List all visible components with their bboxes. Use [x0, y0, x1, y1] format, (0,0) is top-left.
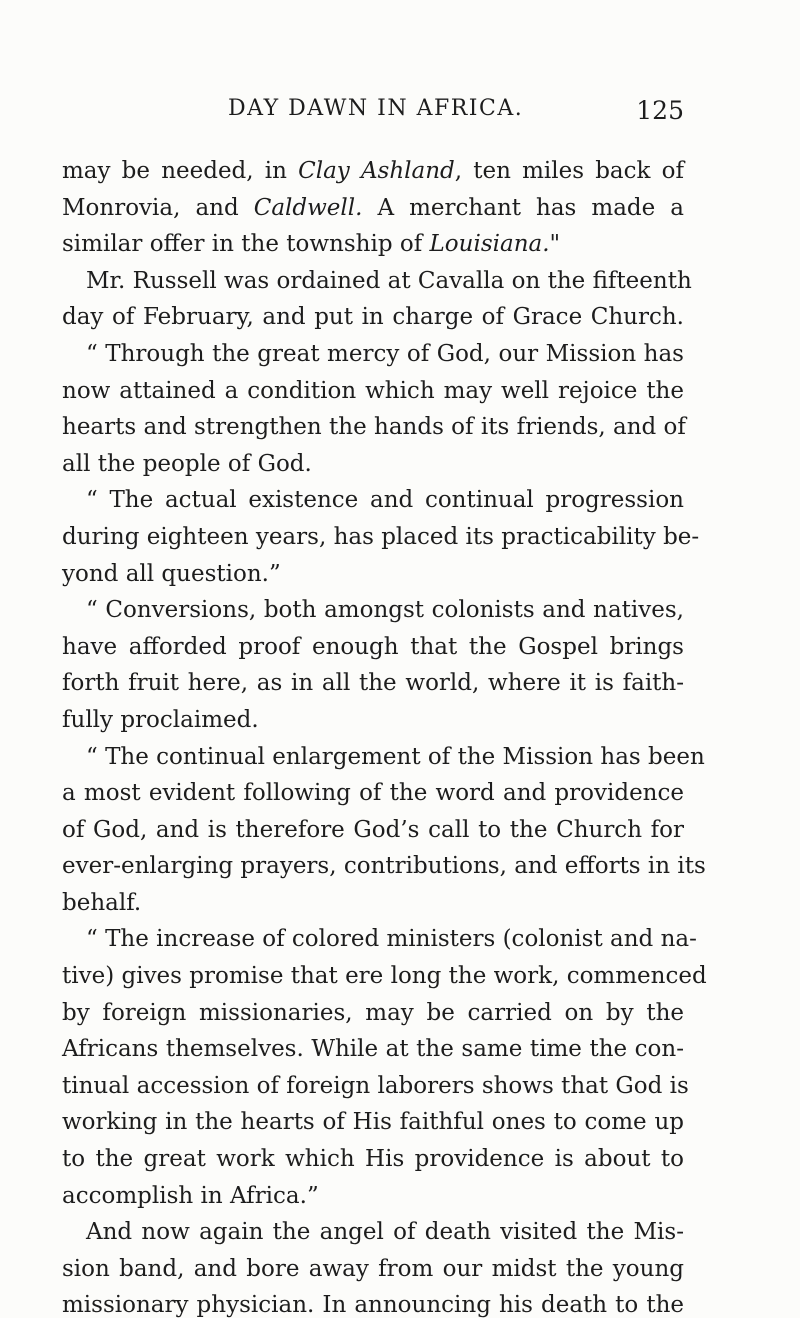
text-line: fully proclaimed. [62, 706, 259, 733]
text-line: And now again the angel of death visited the Mis- [86, 1219, 684, 1246]
text-line: “ The continual enlargement of the Mission has been [86, 743, 705, 770]
text-line: a most evident following of the word and providence [62, 780, 684, 807]
text-line: sion band, and bore away from our midst the young [62, 1255, 684, 1282]
text-line: now attained a condition which may well rejoice the [62, 377, 684, 404]
text-line: ever-enlarging prayers, contributions, and efforts in its [62, 853, 706, 880]
text-line: behalf. [62, 889, 142, 916]
text-line: working in the hearts of His faithful ones to come up [62, 1109, 684, 1136]
text-line: tinual accession of foreign laborers shows that God is [62, 1072, 689, 1099]
text-line: similar offer in the township of Louisiana." [62, 231, 561, 258]
place-name-italic: Louisiana. [429, 231, 550, 258]
text-line: day of February, and put in charge of Grace Church. [62, 304, 684, 331]
text-line: missionary physician. In announcing his death to the [62, 1292, 684, 1319]
text-line: hearts and strengthen the hands of its friends, and of [62, 414, 686, 441]
place-name-italic: Clay Ashland [298, 158, 455, 184]
text-line: yond all question.” [62, 560, 281, 587]
text-line: tive) gives promise that ere long the work, commenced [62, 963, 707, 990]
text-line: all the people of God. [62, 450, 312, 477]
running-title: DAY DAWN IN AFRICA. [228, 96, 524, 121]
text-line: accomplish in Africa.” [62, 1182, 319, 1209]
text-line: may be needed, in Clay Ashland, ten miles back of [62, 158, 684, 184]
text-line: by foreign missionaries, may be carried on by the [62, 999, 684, 1026]
text-line: have afforded proof enough that the Gospel brings [62, 633, 684, 660]
running-header [60, 96, 684, 136]
text-line: “ Conversions, both amongst colonists and natives, [86, 597, 684, 624]
body-text [62, 153, 707, 1324]
text-line: to the great work which His providence is about to [62, 1146, 684, 1173]
text-line: Mr. Russell was ordained at Cavalla on the fifteenth [86, 267, 692, 294]
text-line: Africans themselves. While at the same time the con- [62, 1036, 684, 1063]
text-line: Monrovia, and Caldwell. A merchant has made a [62, 194, 684, 221]
page-number: 125 [636, 96, 684, 125]
text-line: during eighteen years, has placed its practicability be- [62, 523, 700, 550]
text-line: “ The increase of colored ministers (colonist and na- [86, 926, 697, 953]
text-line: of God, and is therefore God’s call to the Church for [62, 816, 684, 843]
text-line: “ The actual existence and continual progression [86, 487, 684, 514]
text-line: forth fruit here, as in all the world, where it is faith- [62, 670, 684, 697]
text-line: “ Through the great mercy of God, our Mission has [86, 340, 684, 367]
place-name-italic: Caldwell. [253, 194, 363, 221]
